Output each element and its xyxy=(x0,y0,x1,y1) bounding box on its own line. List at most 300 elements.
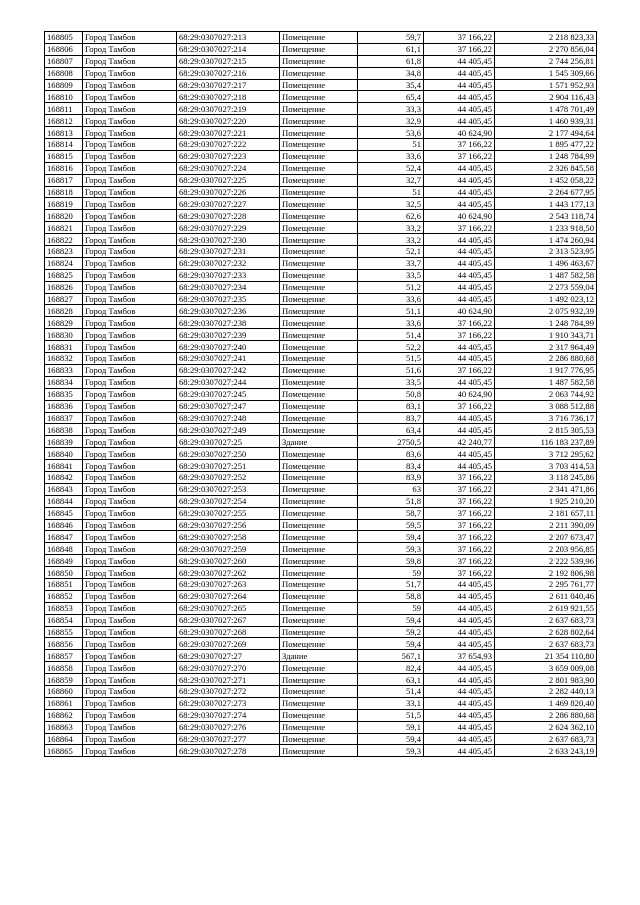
table-row xyxy=(45,555,597,567)
city-cell: Город Тамбов xyxy=(83,317,177,329)
cadastral-value-cell: 2 211 390,09 xyxy=(495,519,597,531)
area-cell: 32,9 xyxy=(358,115,424,127)
table-row xyxy=(45,234,597,246)
cadastral-number-cell: 68:29:0307027:258 xyxy=(177,531,280,543)
table-row xyxy=(45,626,597,638)
cadastral-number-cell: 68:29:0307027:259 xyxy=(177,543,280,555)
table-row xyxy=(45,507,597,519)
row-number-cell: 168862 xyxy=(45,709,83,721)
cadastral-value-cell: 3 659 009,08 xyxy=(495,662,597,674)
table-row xyxy=(45,257,597,269)
specific-value-cell: 42 240,77 xyxy=(424,436,495,448)
row-number-cell: 168829 xyxy=(45,317,83,329)
row-number-cell: 168851 xyxy=(45,578,83,590)
cadastral-number-cell: 68:29:0307027:247 xyxy=(177,400,280,412)
table-row xyxy=(45,745,597,757)
area-cell: 59,4 xyxy=(358,638,424,650)
cadastral-number-cell: 68:29:0307027:234 xyxy=(177,281,280,293)
table-row xyxy=(45,103,597,115)
table-row xyxy=(45,531,597,543)
area-cell: 33,2 xyxy=(358,234,424,246)
object-type-cell: Помещение xyxy=(280,222,358,234)
cadastral-value-cell: 2 904 116,43 xyxy=(495,91,597,103)
cadastral-number-cell: 68:29:0307027:253 xyxy=(177,483,280,495)
area-cell: 59 xyxy=(358,602,424,614)
cadastral-value-cell: 1 917 776,95 xyxy=(495,364,597,376)
area-cell: 51,5 xyxy=(358,353,424,365)
city-cell: Город Тамбов xyxy=(83,424,177,436)
row-number-cell: 168841 xyxy=(45,460,83,472)
specific-value-cell: 44 405,45 xyxy=(424,709,495,721)
table-row xyxy=(45,543,597,555)
specific-value-cell: 44 405,45 xyxy=(424,174,495,186)
row-number-cell: 168843 xyxy=(45,483,83,495)
specific-value-cell: 44 405,45 xyxy=(424,721,495,733)
cadastral-value-cell: 1 469 820,40 xyxy=(495,697,597,709)
object-type-cell: Помещение xyxy=(280,460,358,472)
city-cell: Город Тамбов xyxy=(83,341,177,353)
cadastral-number-cell: 68:29:0307027:238 xyxy=(177,317,280,329)
area-cell: 83,1 xyxy=(358,400,424,412)
row-number-cell: 168861 xyxy=(45,697,83,709)
area-cell: 61,1 xyxy=(358,43,424,55)
cadastral-number-cell: 68:29:0307027:254 xyxy=(177,495,280,507)
table-row xyxy=(45,460,597,472)
cadastral-number-cell: 68:29:0307027:231 xyxy=(177,246,280,258)
object-type-cell: Помещение xyxy=(280,388,358,400)
cadastral-number-cell: 68:29:0307027:25 xyxy=(177,436,280,448)
area-cell: 63,4 xyxy=(358,424,424,436)
cadastral-number-cell: 68:29:0307027:220 xyxy=(177,115,280,127)
row-number-cell: 168847 xyxy=(45,531,83,543)
specific-value-cell: 37 166,22 xyxy=(424,32,495,44)
row-number-cell: 168849 xyxy=(45,555,83,567)
city-cell: Город Тамбов xyxy=(83,436,177,448)
object-type-cell: Помещение xyxy=(280,246,358,258)
table-row xyxy=(45,222,597,234)
cadastral-value-cell: 1 925 210,20 xyxy=(495,495,597,507)
city-cell: Город Тамбов xyxy=(83,32,177,44)
city-cell: Город Тамбов xyxy=(83,733,177,745)
city-cell: Город Тамбов xyxy=(83,578,177,590)
row-number-cell: 168837 xyxy=(45,412,83,424)
row-number-cell: 168821 xyxy=(45,222,83,234)
specific-value-cell: 44 405,45 xyxy=(424,376,495,388)
cadastral-number-cell: 68:29:0307027:267 xyxy=(177,614,280,626)
cadastral-value-cell: 2 628 802,64 xyxy=(495,626,597,638)
specific-value-cell: 40 624,90 xyxy=(424,210,495,222)
area-cell: 82,4 xyxy=(358,662,424,674)
row-number-cell: 168838 xyxy=(45,424,83,436)
city-cell: Город Тамбов xyxy=(83,79,177,91)
object-type-cell: Помещение xyxy=(280,198,358,210)
table-row xyxy=(45,436,597,448)
row-number-cell: 168856 xyxy=(45,638,83,650)
object-type-cell: Помещение xyxy=(280,150,358,162)
specific-value-cell: 44 405,45 xyxy=(424,614,495,626)
city-cell: Город Тамбов xyxy=(83,674,177,686)
row-number-cell: 168818 xyxy=(45,186,83,198)
cadastral-number-cell: 68:29:0307027:225 xyxy=(177,174,280,186)
city-cell: Город Тамбов xyxy=(83,650,177,662)
table-row xyxy=(45,115,597,127)
object-type-cell: Помещение xyxy=(280,162,358,174)
cadastral-value-cell: 2 633 243,19 xyxy=(495,745,597,757)
city-cell: Город Тамбов xyxy=(83,127,177,139)
cadastral-number-cell: 68:29:0307027:226 xyxy=(177,186,280,198)
cadastral-value-cell: 2 270 856,04 xyxy=(495,43,597,55)
table-row xyxy=(45,412,597,424)
city-cell: Город Тамбов xyxy=(83,685,177,697)
table-row xyxy=(45,685,597,697)
table-row xyxy=(45,43,597,55)
cadastral-value-cell: 1 460 939,31 xyxy=(495,115,597,127)
area-cell: 59,1 xyxy=(358,721,424,733)
row-number-cell: 168810 xyxy=(45,91,83,103)
specific-value-cell: 44 405,45 xyxy=(424,281,495,293)
cadastral-number-cell: 68:29:0307027:229 xyxy=(177,222,280,234)
object-type-cell: Помещение xyxy=(280,305,358,317)
cadastral-number-cell: 68:29:0307027:241 xyxy=(177,353,280,365)
area-cell: 65,4 xyxy=(358,91,424,103)
cadastral-value-cell: 2 264 677,95 xyxy=(495,186,597,198)
area-cell: 53,6 xyxy=(358,127,424,139)
cadastral-value-cell: 2 637 683,73 xyxy=(495,638,597,650)
cadastral-value-cell: 2 273 559,04 xyxy=(495,281,597,293)
specific-value-cell: 44 405,45 xyxy=(424,424,495,436)
specific-value-cell: 44 405,45 xyxy=(424,674,495,686)
row-number-cell: 168857 xyxy=(45,650,83,662)
cadastral-value-cell: 2 815 305,53 xyxy=(495,424,597,436)
cadastral-value-cell: 1 492 023,12 xyxy=(495,293,597,305)
table-row xyxy=(45,567,597,579)
object-type-cell: Помещение xyxy=(280,567,358,579)
object-type-cell: Помещение xyxy=(280,234,358,246)
city-cell: Город Тамбов xyxy=(83,353,177,365)
specific-value-cell: 44 405,45 xyxy=(424,186,495,198)
cadastral-number-cell: 68:29:0307027:262 xyxy=(177,567,280,579)
cadastral-number-cell: 68:29:0307027:232 xyxy=(177,257,280,269)
cadastral-number-cell: 68:29:0307027:230 xyxy=(177,234,280,246)
city-cell: Город Тамбов xyxy=(83,293,177,305)
object-type-cell: Помещение xyxy=(280,139,358,151)
cadastral-value-cell: 1 487 582,58 xyxy=(495,269,597,281)
specific-value-cell: 37 166,22 xyxy=(424,222,495,234)
city-cell: Город Тамбов xyxy=(83,745,177,757)
city-cell: Город Тамбов xyxy=(83,638,177,650)
table-row xyxy=(45,198,597,210)
table-row xyxy=(45,448,597,460)
cadastral-value-cell: 1 910 343,71 xyxy=(495,329,597,341)
area-cell: 35,4 xyxy=(358,79,424,91)
city-cell: Город Тамбов xyxy=(83,43,177,55)
cadastral-number-cell: 68:29:0307027:272 xyxy=(177,685,280,697)
object-type-cell: Помещение xyxy=(280,103,358,115)
row-number-cell: 168828 xyxy=(45,305,83,317)
cadastral-number-cell: 68:29:0307027:233 xyxy=(177,269,280,281)
table-row xyxy=(45,602,597,614)
cadastral-value-cell: 2 203 956,85 xyxy=(495,543,597,555)
cadastral-value-cell: 1 487 582,58 xyxy=(495,376,597,388)
row-number-cell: 168811 xyxy=(45,103,83,115)
specific-value-cell: 40 624,90 xyxy=(424,127,495,139)
cadastral-number-cell: 68:29:0307027:215 xyxy=(177,55,280,67)
city-cell: Город Тамбов xyxy=(83,162,177,174)
object-type-cell: Помещение xyxy=(280,662,358,674)
area-cell: 52,2 xyxy=(358,341,424,353)
cadastral-number-cell: 68:29:0307027:217 xyxy=(177,79,280,91)
cadastral-value-cell: 116 183 237,89 xyxy=(495,436,597,448)
specific-value-cell: 37 166,22 xyxy=(424,555,495,567)
cadastral-number-cell: 68:29:0307027:277 xyxy=(177,733,280,745)
specific-value-cell: 44 405,45 xyxy=(424,460,495,472)
cadastral-number-cell: 68:29:0307027:228 xyxy=(177,210,280,222)
row-number-cell: 168854 xyxy=(45,614,83,626)
specific-value-cell: 37 166,22 xyxy=(424,329,495,341)
table-row xyxy=(45,638,597,650)
area-cell: 51,4 xyxy=(358,685,424,697)
specific-value-cell: 44 405,45 xyxy=(424,745,495,757)
row-number-cell: 168845 xyxy=(45,507,83,519)
table-row xyxy=(45,662,597,674)
cadastral-number-cell: 68:29:0307027:214 xyxy=(177,43,280,55)
object-type-cell: Помещение xyxy=(280,115,358,127)
area-cell: 83,6 xyxy=(358,448,424,460)
area-cell: 83,7 xyxy=(358,412,424,424)
area-cell: 61,8 xyxy=(358,55,424,67)
table-row xyxy=(45,55,597,67)
area-cell: 33,6 xyxy=(358,317,424,329)
specific-value-cell: 44 405,45 xyxy=(424,590,495,602)
city-cell: Город Тамбов xyxy=(83,139,177,151)
object-type-cell: Помещение xyxy=(280,32,358,44)
city-cell: Город Тамбов xyxy=(83,364,177,376)
city-cell: Город Тамбов xyxy=(83,91,177,103)
specific-value-cell: 37 166,22 xyxy=(424,364,495,376)
table-row xyxy=(45,721,597,733)
area-cell: 59,8 xyxy=(358,555,424,567)
cadastral-number-cell: 68:29:0307027:276 xyxy=(177,721,280,733)
object-type-cell: Помещение xyxy=(280,210,358,222)
object-type-cell: Помещение xyxy=(280,67,358,79)
cadastral-value-cell: 2 192 806,98 xyxy=(495,567,597,579)
row-number-cell: 168858 xyxy=(45,662,83,674)
row-number-cell: 168852 xyxy=(45,590,83,602)
city-cell: Город Тамбов xyxy=(83,721,177,733)
area-cell: 52,4 xyxy=(358,162,424,174)
cadastral-value-cell: 2 286 880,68 xyxy=(495,709,597,721)
cadastral-value-cell: 2 637 683,73 xyxy=(495,733,597,745)
table-body xyxy=(45,32,597,757)
city-cell: Город Тамбов xyxy=(83,234,177,246)
object-type-cell: Помещение xyxy=(280,674,358,686)
object-type-cell: Помещение xyxy=(280,364,358,376)
row-number-cell: 168855 xyxy=(45,626,83,638)
specific-value-cell: 44 405,45 xyxy=(424,733,495,745)
specific-value-cell: 44 405,45 xyxy=(424,115,495,127)
cadastral-number-cell: 68:29:0307027:278 xyxy=(177,745,280,757)
city-cell: Город Тамбов xyxy=(83,567,177,579)
table-row xyxy=(45,79,597,91)
city-cell: Город Тамбов xyxy=(83,400,177,412)
table-row xyxy=(45,162,597,174)
area-cell: 2750,5 xyxy=(358,436,424,448)
city-cell: Город Тамбов xyxy=(83,709,177,721)
row-number-cell: 168859 xyxy=(45,674,83,686)
object-type-cell: Помещение xyxy=(280,317,358,329)
area-cell: 32,5 xyxy=(358,198,424,210)
row-number-cell: 168848 xyxy=(45,543,83,555)
cadastral-number-cell: 68:29:0307027:252 xyxy=(177,471,280,483)
table-row xyxy=(45,364,597,376)
area-cell: 83,4 xyxy=(358,460,424,472)
specific-value-cell: 44 405,45 xyxy=(424,246,495,258)
cadastral-number-cell: 68:29:0307027:222 xyxy=(177,139,280,151)
area-cell: 33,6 xyxy=(358,293,424,305)
specific-value-cell: 44 405,45 xyxy=(424,626,495,638)
city-cell: Город Тамбов xyxy=(83,305,177,317)
city-cell: Город Тамбов xyxy=(83,329,177,341)
specific-value-cell: 44 405,45 xyxy=(424,578,495,590)
table-row xyxy=(45,210,597,222)
specific-value-cell: 44 405,45 xyxy=(424,67,495,79)
area-cell: 33,7 xyxy=(358,257,424,269)
object-type-cell: Помещение xyxy=(280,602,358,614)
table-row xyxy=(45,709,597,721)
cadastral-value-cell: 3 703 414,53 xyxy=(495,460,597,472)
city-cell: Город Тамбов xyxy=(83,412,177,424)
area-cell: 51,2 xyxy=(358,281,424,293)
specific-value-cell: 44 405,45 xyxy=(424,257,495,269)
city-cell: Город Тамбов xyxy=(83,174,177,186)
object-type-cell: Помещение xyxy=(280,127,358,139)
city-cell: Город Тамбов xyxy=(83,198,177,210)
city-cell: Город Тамбов xyxy=(83,543,177,555)
object-type-cell: Помещение xyxy=(280,543,358,555)
cadastral-value-cell: 2 624 362,10 xyxy=(495,721,597,733)
cadastral-value-cell: 3 088 512,88 xyxy=(495,400,597,412)
area-cell: 62,6 xyxy=(358,210,424,222)
cadastral-number-cell: 68:29:0307027:216 xyxy=(177,67,280,79)
table-row xyxy=(45,341,597,353)
object-type-cell: Помещение xyxy=(280,531,358,543)
cadastral-number-cell: 68:29:0307027:260 xyxy=(177,555,280,567)
specific-value-cell: 37 166,22 xyxy=(424,317,495,329)
table-row xyxy=(45,388,597,400)
object-type-cell: Помещение xyxy=(280,507,358,519)
object-type-cell: Помещение xyxy=(280,43,358,55)
area-cell: 51,5 xyxy=(358,709,424,721)
object-type-cell: Помещение xyxy=(280,55,358,67)
cadastral-value-cell: 1 248 784,99 xyxy=(495,317,597,329)
table-row xyxy=(45,483,597,495)
row-number-cell: 168809 xyxy=(45,79,83,91)
object-type-cell: Помещение xyxy=(280,424,358,436)
specific-value-cell: 37 166,22 xyxy=(424,150,495,162)
cadastral-number-cell: 68:29:0307027:239 xyxy=(177,329,280,341)
cadastral-number-cell: 68:29:0307027:245 xyxy=(177,388,280,400)
object-type-cell: Помещение xyxy=(280,685,358,697)
row-number-cell: 168827 xyxy=(45,293,83,305)
row-number-cell: 168806 xyxy=(45,43,83,55)
cadastral-number-cell: 68:29:0307027:273 xyxy=(177,697,280,709)
row-number-cell: 168863 xyxy=(45,721,83,733)
area-cell: 59,4 xyxy=(358,614,424,626)
cadastral-value-cell: 1 452 058,22 xyxy=(495,174,597,186)
cadastral-number-cell: 68:29:0307027:251 xyxy=(177,460,280,472)
city-cell: Город Тамбов xyxy=(83,210,177,222)
cadastral-value-cell: 2 317 964,49 xyxy=(495,341,597,353)
table-row xyxy=(45,305,597,317)
table-row xyxy=(45,67,597,79)
area-cell: 33,1 xyxy=(358,697,424,709)
specific-value-cell: 44 405,45 xyxy=(424,79,495,91)
city-cell: Город Тамбов xyxy=(83,519,177,531)
row-number-cell: 168846 xyxy=(45,519,83,531)
cadastral-value-cell: 2 326 845,58 xyxy=(495,162,597,174)
row-number-cell: 168860 xyxy=(45,685,83,697)
area-cell: 51,4 xyxy=(358,329,424,341)
specific-value-cell: 44 405,45 xyxy=(424,685,495,697)
object-type-cell: Помещение xyxy=(280,697,358,709)
cadastral-number-cell: 68:29:0307027:221 xyxy=(177,127,280,139)
specific-value-cell: 37 166,22 xyxy=(424,400,495,412)
row-number-cell: 168850 xyxy=(45,567,83,579)
area-cell: 58,8 xyxy=(358,590,424,602)
object-type-cell: Помещение xyxy=(280,495,358,507)
object-type-cell: Здание xyxy=(280,436,358,448)
row-number-cell: 168808 xyxy=(45,67,83,79)
specific-value-cell: 37 166,22 xyxy=(424,483,495,495)
table-row xyxy=(45,269,597,281)
row-number-cell: 168831 xyxy=(45,341,83,353)
cadastral-number-cell: 68:29:0307027:264 xyxy=(177,590,280,602)
object-type-cell: Здание xyxy=(280,650,358,662)
cadastral-number-cell: 68:29:0307027:263 xyxy=(177,578,280,590)
area-cell: 51,8 xyxy=(358,495,424,507)
cadastral-number-cell: 68:29:0307027:256 xyxy=(177,519,280,531)
table-row xyxy=(45,353,597,365)
area-cell: 51,7 xyxy=(358,578,424,590)
cadastral-value-cell: 1 443 177,13 xyxy=(495,198,597,210)
row-number-cell: 168819 xyxy=(45,198,83,210)
table-row xyxy=(45,174,597,186)
specific-value-cell: 37 166,22 xyxy=(424,567,495,579)
city-cell: Город Тамбов xyxy=(83,448,177,460)
specific-value-cell: 44 405,45 xyxy=(424,448,495,460)
area-cell: 58,7 xyxy=(358,507,424,519)
row-number-cell: 168832 xyxy=(45,353,83,365)
cadastral-value-cell: 2 218 823,33 xyxy=(495,32,597,44)
city-cell: Город Тамбов xyxy=(83,257,177,269)
cadastral-number-cell: 68:29:0307027:235 xyxy=(177,293,280,305)
table-row xyxy=(45,674,597,686)
specific-value-cell: 44 405,45 xyxy=(424,697,495,709)
table-row xyxy=(45,32,597,44)
city-cell: Город Тамбов xyxy=(83,55,177,67)
object-type-cell: Помещение xyxy=(280,376,358,388)
area-cell: 51,6 xyxy=(358,364,424,376)
row-number-cell: 168812 xyxy=(45,115,83,127)
object-type-cell: Помещение xyxy=(280,590,358,602)
area-cell: 33,3 xyxy=(358,103,424,115)
specific-value-cell: 37 166,22 xyxy=(424,43,495,55)
specific-value-cell: 44 405,45 xyxy=(424,341,495,353)
city-cell: Город Тамбов xyxy=(83,222,177,234)
cadastral-value-cell: 2 637 683,73 xyxy=(495,614,597,626)
cadastral-number-cell: 68:29:0307027:249 xyxy=(177,424,280,436)
area-cell: 51 xyxy=(358,186,424,198)
